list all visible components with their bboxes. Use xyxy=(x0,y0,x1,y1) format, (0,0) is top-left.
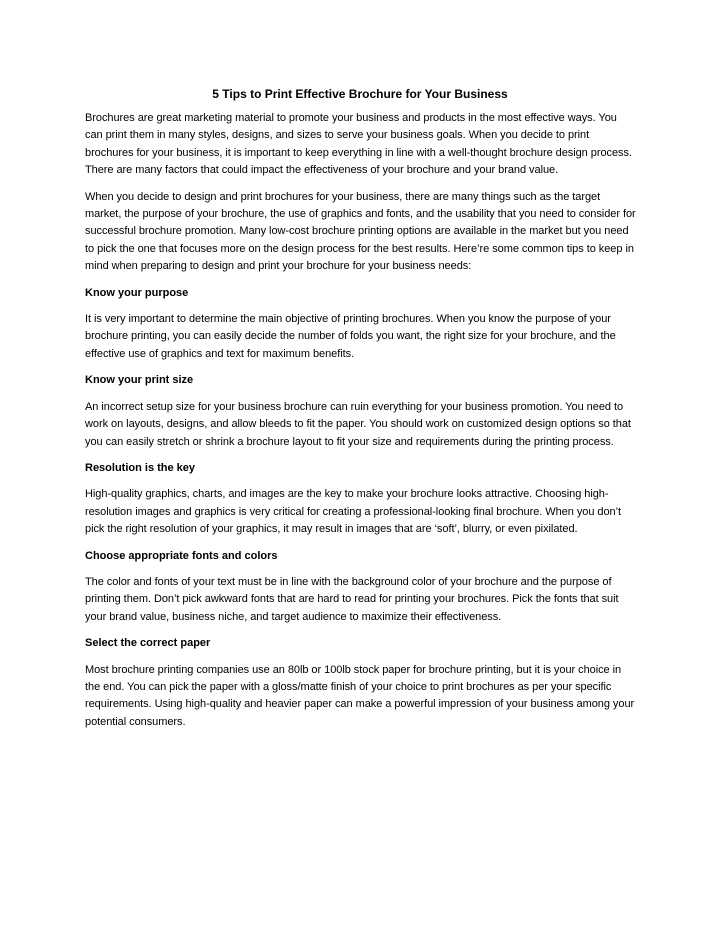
intro-paragraph-1: Brochures are great marketing material to promote your business and products in the most effective ways. You can print them in many styles, designs, and sizes to serve your business goals. When you decide to print brochures for your business, it is important to keep everything in line with a well-thought brochure design process. There are many factors that could impact the effectiveness of your brochure and your brand value. xyxy=(85,112,632,177)
document-body xyxy=(85,110,637,740)
section-body-paper: Most brochure printing companies use an 80lb or 100lb stock paper for brochure printing, but it is your choice in the end. You can pick the paper with a gloss/matte finish of your choice to print brochures as per your specific requirements. Using high-quality and heavier paper can make a powerful impression of your business among your potential consumers. xyxy=(85,663,635,728)
document-title: 5 Tips to Print Effective Brochure for Your Business xyxy=(212,87,508,101)
section-heading-paper: Select the correct paper xyxy=(85,637,211,650)
section-body-purpose: It is very important to determine the main objective of printing brochures. When you know the purpose of your brochure printing, you can easily decide the number of folds you want, the right size for your brochure, and the effective use of graphics and text for maximum benefits. xyxy=(85,313,616,360)
section-body-resolution: High-quality graphics, charts, and images are the key to make your brochure looks attractive. Choosing high-resolution images and graphics is very critical for creating a professional-looking final brochure. When you don’t pick the right resolution of your graphics, it may result in images that are ‘soft’, blurry, or even pixilated. xyxy=(85,488,622,536)
section-heading-print-size: Know your print size xyxy=(85,374,194,387)
section-body-print-size: An incorrect setup size for your business brochure can ruin everything for your business promotion. You need to work on layouts, designs, and allow bleeds to fit the paper. You should work on customized design options so that you can easily stretch or shrink a brochure layout to fit your size and requirements during the printing process. xyxy=(85,400,631,448)
section-heading-resolution: Resolution is the key xyxy=(85,461,196,474)
section-heading-fonts-colors: Choose appropriate fonts and colors xyxy=(85,549,278,562)
section-body-fonts-colors: The color and fonts of your text must be in line with the background color of your brochure and the purpose of printing them. Don’t pick awkward fonts that are hard to read for printing your brochures. Pick the fonts that suit your brand value, business niche, and target audience to maximize their effectiveness. xyxy=(85,575,619,623)
intro-paragraph-2: When you decide to design and print brochures for your business, there are many things such as the target market, the purpose of your brochure, the use of graphics and fonts, and the usability that you need to consider for successful brochure promotion. Many low-cost brochure printing options are available in the market but you need to pick the one that focuses more on the design process for the best results. Here’re some common tips to keep in mind when preparing to design and print your brochure for your business needs: xyxy=(85,190,636,273)
section-heading-purpose: Know your purpose xyxy=(85,286,189,299)
